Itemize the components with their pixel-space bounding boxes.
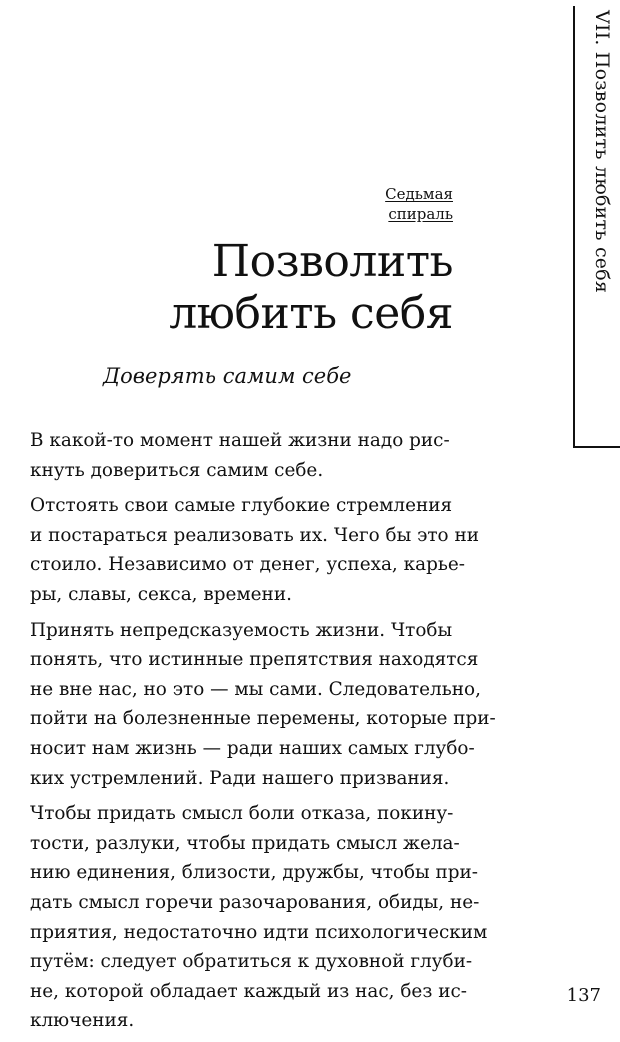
text-line: ких устремлений. Ради нашего призвания. [30, 767, 450, 789]
text-line: кнуть довериться самим себе. [30, 459, 324, 481]
text-line: Отстоять свои самые глубокие стремления [30, 495, 453, 517]
text-line: не, которой обладает каждый из нас, без ис- [30, 980, 467, 1002]
spiral-label-line: Седьмая [385, 185, 453, 203]
text-line: стоило. Независимо от денег, успеха, карье- [30, 554, 465, 576]
paragraph [30, 799, 488, 1036]
text-line: Принять непредсказуемость жизни. Чтобы [30, 619, 453, 641]
text-line: тости, разлуки, чтобы придать смысл жела- [30, 832, 460, 854]
text-line: В какой-то момент нашей жизни надо рис- [30, 430, 450, 451]
chapter-title-line: любить себя [169, 288, 453, 339]
text-line: путём: следует обратиться к духовной глуби- [30, 951, 473, 973]
paragraph [30, 426, 455, 485]
section-heading: Доверять самим себе [103, 364, 352, 388]
paragraph [30, 616, 496, 794]
page-number: 137 [566, 985, 601, 1006]
body-text [30, 426, 496, 1042]
text-line: пойти на болезненные перемены, которые при- [30, 708, 496, 730]
text-line: нию единения, близости, дружбы, чтобы при- [30, 862, 479, 884]
text-line: дать смысл горечи разочарования, обиды, не- [30, 891, 480, 913]
text-line: Чтобы придать смысл боли отказа, покину- [30, 803, 454, 825]
paragraph [30, 491, 479, 609]
spiral-label [385, 184, 453, 224]
spiral-label-line: спираль [388, 205, 453, 223]
text-line: и постараться реализовать их. Чего бы это ни [30, 524, 479, 546]
chapter-title-line: Позволить [211, 236, 453, 287]
text-line: приятия, недостаточно идти психологическим [30, 921, 488, 943]
running-head: VII. Позволить любить себя [591, 10, 613, 294]
side-rule-horizontal [573, 446, 620, 448]
text-line: носит нам жизнь — ради наших самых глубо- [30, 737, 475, 759]
text-line: не вне нас, но это — мы сами. Следовательно, [30, 678, 481, 700]
text-line: понять, что истинные препятствия находятся [30, 649, 479, 671]
text-line: ключения. [30, 1010, 135, 1032]
text-line: ры, славы, секса, времени. [30, 583, 292, 605]
side-rule-vertical [573, 6, 575, 446]
chapter-title [169, 236, 453, 340]
